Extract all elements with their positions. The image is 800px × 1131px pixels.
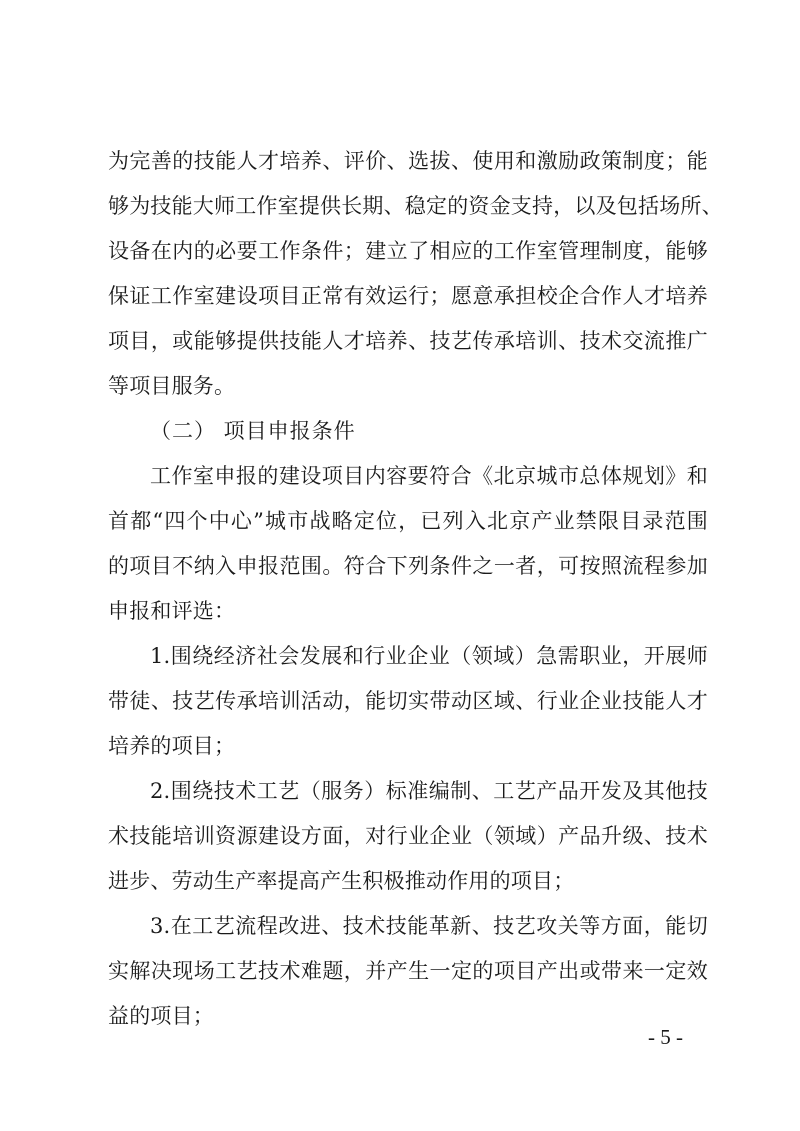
item3-line-1: 3.在工艺流程改进、技术技能革新、技艺攻关等方面，能切 [150,914,708,938]
paragraph1-line-4: 保证工作室建设项目正常有效运行；愿意承担校企合作人才培养 [108,284,708,308]
item2-line-2: 术技能培训资源建设方面，对行业企业（领域）产品升级、技术 [108,824,708,848]
item2-line-1: 2.围绕技术工艺（服务）标准编制、工艺产品开发及其他技 [150,779,708,803]
paragraph1-line-3: 设备在内的必要工作条件；建立了相应的工作室管理制度，能够 [108,239,708,263]
item1-line-3: 培养的项目； [108,734,236,758]
paragraph1-line-5: 项目，或能够提供技能人才培养、技艺传承培训、技术交流推广 [108,329,708,353]
item3-line-2: 实解决现场工艺技术难题，并产生一定的项目产出或带来一定效 [108,959,708,983]
paragraph2-line-1: 工作室申报的建设项目内容要符合《北京城市总体规划》和 [150,464,708,488]
item3-line-3: 益的项目； [108,1004,214,1028]
paragraph2-line-4: 申报和评选： [108,599,236,623]
item1-line-2: 带徒、技艺传承培训活动，能切实带动区域、行业企业技能人才 [108,689,708,713]
section-heading: （二） 项目申报条件 [150,419,356,443]
item2-line-3: 进步、劳动生产率提高产生积极推动作用的项目； [108,869,575,893]
paragraph1-line-2: 够为技能大师工作室提供长期、稳定的资金支持，以及包括场所、 [108,194,723,218]
page-number: - 5 - [648,1025,683,1049]
paragraph2-line-3: 的项目不纳入申报范围。符合下列条件之一者，可按照流程参加 [108,554,708,578]
item1-line-1: 1.围绕经济社会发展和行业企业（领域）急需职业，开展师 [150,644,708,668]
paragraph1-line-1: 为完善的技能人才培养、评价、选拔、使用和激励政策制度；能 [108,149,708,173]
paragraph1-line-6: 等项目服务。 [108,374,236,398]
paragraph2-line-2: 首都“四个中心”城市战略定位，已列入北京产业禁限目录范围 [108,509,708,533]
